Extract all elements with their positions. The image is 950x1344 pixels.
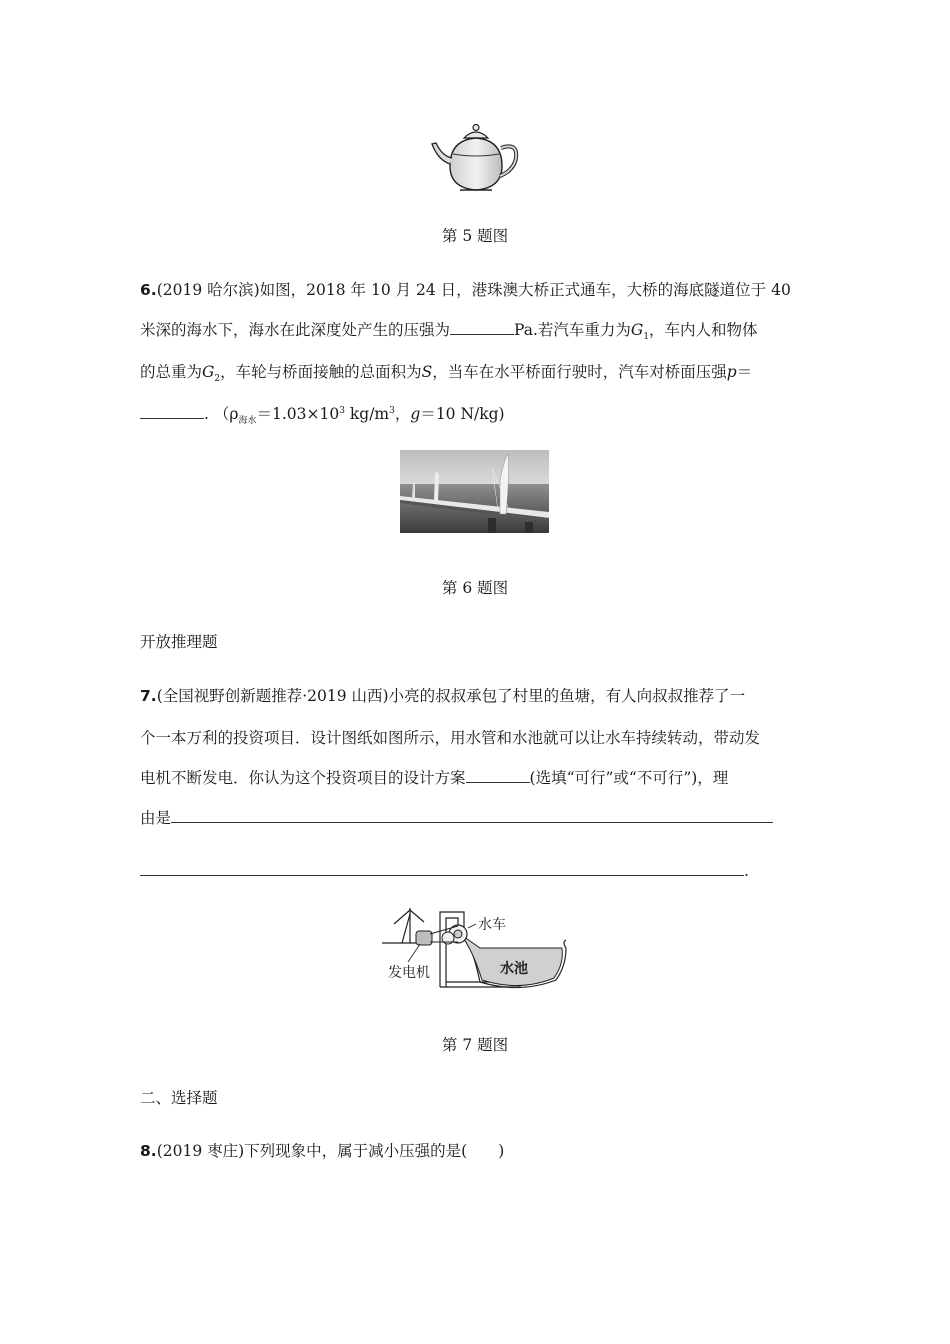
answer-blank-feasibility[interactable] [466,768,530,783]
symbol-g2-sub: 2 [214,374,221,385]
question-6-text-2b: Pa.若汽车重力为 [514,321,631,339]
question-8-text: (2019 枣庄)下列现象中，属于减小压强的是( ) [156,1142,505,1160]
question-7-line-4 [140,806,773,828]
question-6-text-3c: ，车轮与桥面接触的总面积为 [220,363,422,381]
symbol-g1: G [630,321,644,339]
figure-6-caption: 第 6 题图 [441,579,509,597]
question-6-line-1 [140,278,791,300]
section-heading-choice: 二、选择题 [140,1089,218,1107]
unit-exponent: 3 [389,405,395,416]
symbol-g1-sub: 1 [643,332,650,343]
label-pool: 水池 [500,961,528,977]
label-waterwheel: 水车 [478,917,506,933]
symbol-p: p [726,363,737,381]
period: . [744,862,749,880]
question-7-line-2 [140,726,760,748]
equals-sign: ＝ [736,363,753,381]
unit-kg-m: kg/m [344,405,390,423]
figure-7-caption: 第 7 题图 [441,1036,509,1054]
question-8-line [140,1139,504,1161]
symbol-g2: G [202,363,215,381]
answer-blank-reason-1[interactable] [171,808,773,823]
question-7-text-4: 由是 [140,809,172,827]
question-6-line-2 [140,318,758,342]
question-7-line-1 [140,684,745,706]
rho-subscript: 海水 [238,416,257,427]
question-7-text-1: (全国视野创新题推荐·2019 山西)小亮的叔叔承包了村里的鱼塘，有人向叔叔推荐了一 [156,687,746,705]
question-8-number: 8. [140,1142,157,1160]
question-6-line-4 [140,402,505,426]
answer-blank-pressure[interactable] [450,320,514,335]
teapot-figure [428,124,522,196]
section-heading-open: 开放推理题 [140,633,218,651]
comma: ， [394,405,411,423]
figure-5-caption: 第 5 题图 [441,227,509,245]
question-6-text-1: (2019 哈尔滨)如图，2018 年 10 月 24 日，港珠澳大桥正式通车，大桥的海底隧道位于 40 [156,281,791,299]
power-exponent: 3 [339,405,345,416]
question-6-text-3e: ，当车在水平桥面行驶时，汽车对桥面压强 [432,363,727,381]
question-7-line-3 [140,766,728,788]
question-6-text-4f: ＝10 N/kg) [420,405,505,423]
symbol-s: S [421,363,433,381]
question-6-text-4a: . （ρ [204,405,239,423]
question-6-text-3a: 的总重为 [140,363,203,381]
question-6-text-2d: ，车内人和物体 [649,321,758,339]
label-generator: 发电机 [388,965,430,981]
symbol-g: g [410,405,421,423]
question-6-number: 6. [140,281,157,299]
bridge-photo [400,450,549,533]
question-6-text-2a: 米深的海水下，海水在此深度处产生的压强为 [140,321,451,339]
question-6-line-3 [140,360,752,384]
question-7-line-5 [140,861,749,880]
question-7-text-2: 个一本万利的投资项目．设计图纸如图所示，用水管和水池就可以让水车持续转动，带动发 [140,729,761,747]
answer-blank-car-pressure[interactable] [140,404,204,419]
question-7-text-3b: (选填“可行”或“不可行”)，理 [529,769,729,787]
question-7-number: 7. [140,687,157,705]
answer-blank-reason-2[interactable] [140,861,744,876]
question-6-text-4b: ＝1.03×10 [256,405,340,423]
question-7-text-3a: 电机不断发电．你认为这个投资项目的设计方案 [140,769,466,787]
